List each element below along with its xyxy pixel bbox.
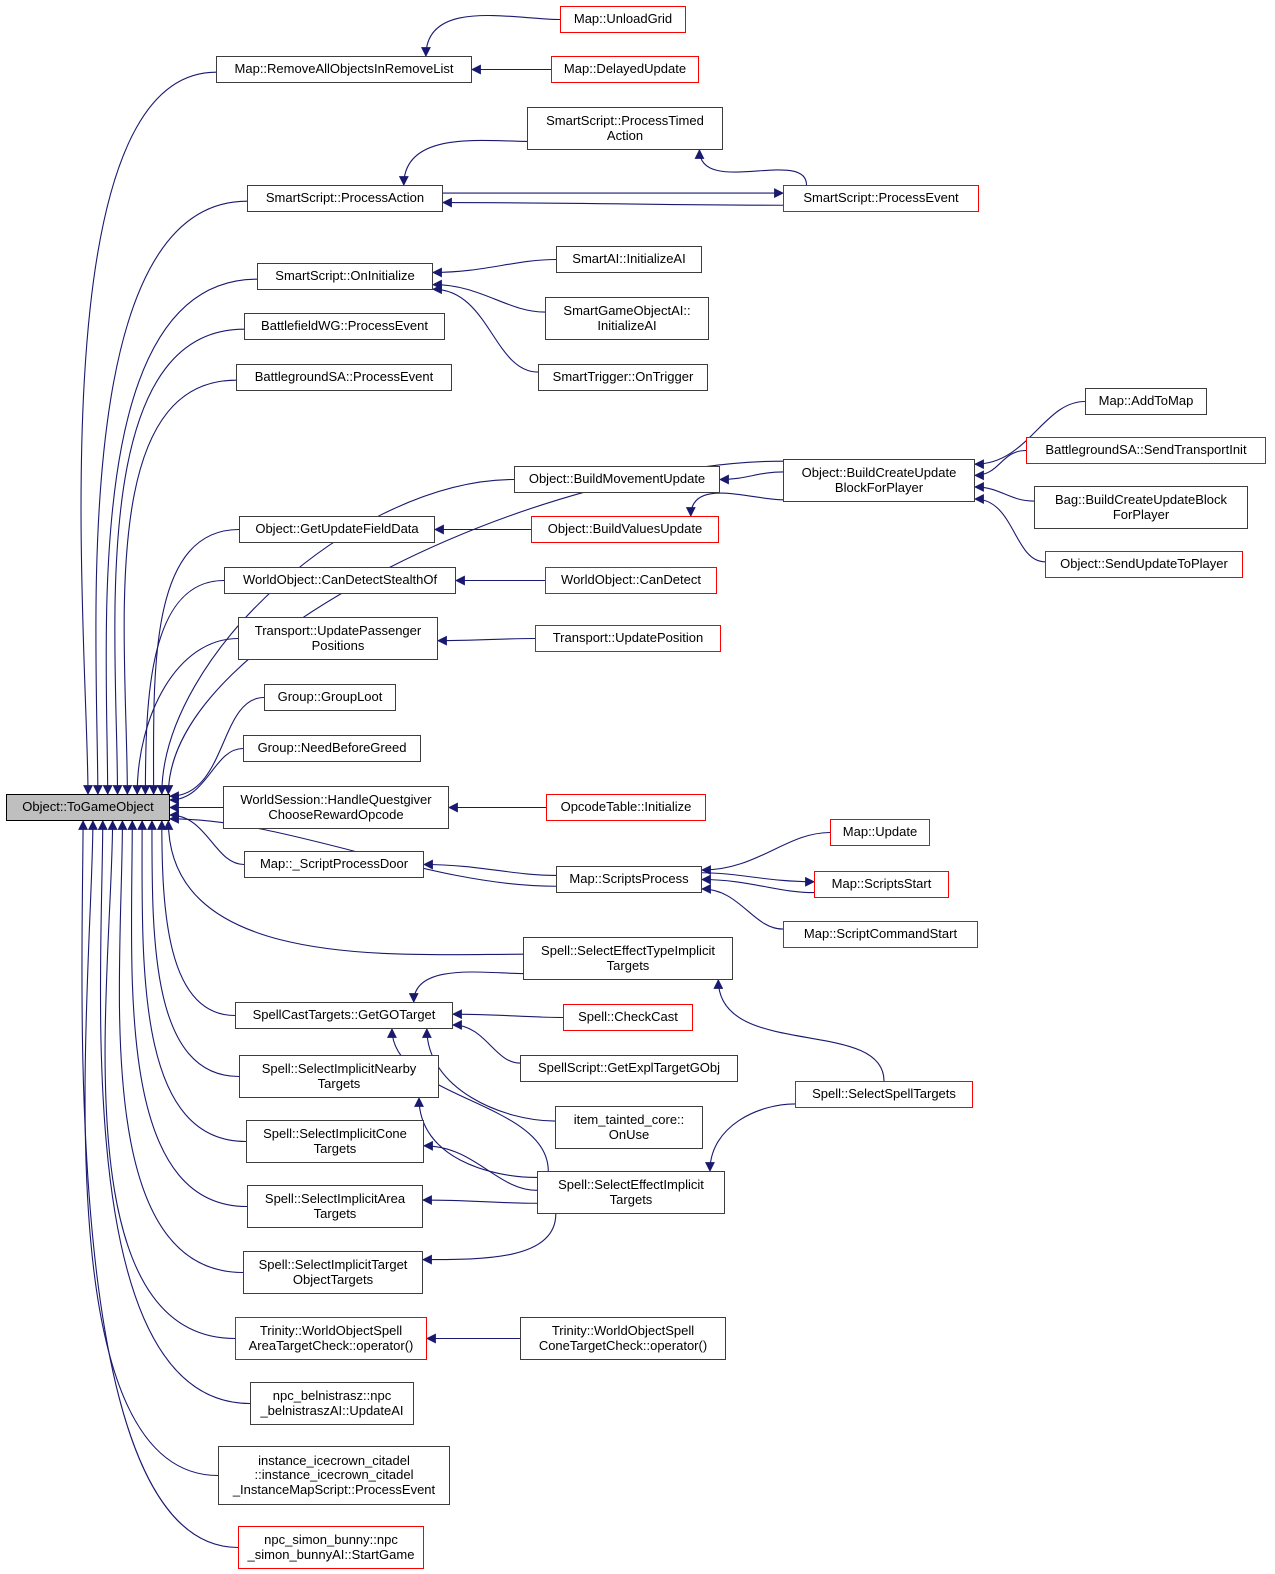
graph-node-belnistrasz[interactable] [250,1382,414,1425]
graph-node-needbeforegreed[interactable] [243,735,421,762]
graph-node-smartai[interactable] [556,246,702,273]
graph-node-candetectstealth[interactable] [224,567,456,594]
edge-battlefieldwg-root [115,329,244,794]
graph-node-opcodetable[interactable] [546,794,706,821]
graph-node-buildcreateupdate[interactable] [783,459,975,502]
edge-transportupp-root [137,639,238,795]
graph-node-transportupp[interactable] [238,617,438,660]
graph-node-processtimed[interactable] [527,107,723,150]
edge-smartgo-oninitialize [433,285,545,312]
graph-node-unloadgrid[interactable] [560,6,686,33]
node-label: InitializeAI [597,317,657,333]
edge-seleffimplicit-selimparea [423,1200,537,1203]
edge-battlegroundsa-root [124,380,236,794]
node-label: OnUse [608,1126,650,1142]
node-label: Spell::SelectImplicitCone [263,1125,407,1141]
node-label: SmartScript::OnInitialize [275,268,415,284]
node-label: Trinity::WorldObjectSpell [551,1322,695,1338]
edge-selimpnearby-root [152,821,239,1077]
edge-scriptsprocess-scriptprocessdoor [424,865,556,876]
graph-node-seltypeimplicit[interactable] [523,937,733,980]
node-label: instance_icecrown_citadel [258,1452,410,1468]
graph-node-getexpltarget[interactable] [520,1055,738,1082]
node-label: Object::BuildMovementUpdate [528,471,706,487]
graph-node-getgotarget[interactable] [235,1002,453,1029]
node-label: Map::RemoveAllObjectsInRemoveList [234,61,454,77]
edge-bagbcu-buildcreateupdate [975,487,1034,501]
edge-getexpltarget-getgotarget [453,1025,520,1063]
edge-processtimed-processaction [404,140,527,185]
node-label: Map::UnloadGrid [573,11,673,27]
graph-node-buildvalues[interactable] [531,516,719,543]
node-label: Targets [313,1140,357,1156]
edge-scriptcommand-scriptsprocess [702,889,783,929]
edge-transportup-transportupp [438,639,535,641]
node-label: Object::BuildCreateUpdate [801,464,957,480]
node-label: Targets [313,1205,357,1221]
graph-node-seleffimplicit[interactable] [537,1171,725,1214]
graph-node-sendtransportinit[interactable] [1026,437,1266,464]
edge-buildcreateupdate-buildvalues [691,493,783,516]
node-label: Spell::SelectEffectTypeImplicit [541,942,715,958]
node-label: Targets [609,1191,653,1207]
graph-node-processaction[interactable] [247,185,443,212]
node-label: SmartGameObjectAI:: [563,302,691,318]
node-label: Action [606,127,644,143]
node-label: Spell::CheckCast [578,1009,678,1025]
graph-node-root [6,794,170,821]
graph-node-transportup[interactable] [535,625,721,652]
edge-checkcast-getgotarget [453,1014,563,1017]
edge-mapupdate-scriptsprocess [702,833,830,871]
node-label: SpellCastTargets::GetGOTarget [252,1007,436,1023]
graph-node-smarttrigger[interactable] [538,364,708,391]
node-label: Positions [311,637,365,653]
graph-node-getupdatefield[interactable] [239,516,435,543]
graph-node-selectspelltargets[interactable] [795,1081,973,1108]
edge-processaction-root [96,201,247,794]
edge-seleffimplicit-selimptargetobj [423,1214,556,1260]
node-label: WorldObject::CanDetectStealthOf [242,572,438,588]
graph-node-mapupdate[interactable] [830,819,930,846]
node-label: Transport::UpdatePosition [552,630,704,646]
graph-node-scriptcommand[interactable] [783,921,978,948]
node-label: SmartTrigger::OnTrigger [552,369,694,385]
graph-node-scriptsstart[interactable] [814,871,949,898]
graph-node-addtomap[interactable] [1085,388,1207,415]
node-label: Targets [606,957,650,973]
graph-node-selimpcone[interactable] [246,1120,424,1163]
edge-unloadgrid-removeall [426,15,560,56]
edge-sendtransportinit-buildcreateupdate [975,451,1026,476]
graph-node-areacheck[interactable] [235,1317,427,1360]
graph-node-buildmovement[interactable] [514,466,720,493]
graph-node-itemtainted[interactable] [555,1106,703,1149]
node-label: Trinity::WorldObjectSpell [259,1322,403,1338]
node-label: SmartAI::InitializeAI [572,251,686,267]
node-label: Map::DelayedUpdate [563,61,687,77]
edge-seltypeimplicit-root [168,821,523,955]
graph-node-oninitialize[interactable] [257,263,433,290]
node-label: Map::ScriptCommandStart [803,926,958,942]
node-label: OpcodeTable::Initialize [560,799,692,815]
node-label: SmartScript::ProcessAction [265,190,425,206]
node-label: Object::GetUpdateFieldData [255,521,419,537]
node-label: Map::_ScriptProcessDoor [259,856,409,872]
node-label: Spell::SelectImplicitArea [264,1190,406,1206]
edge-smarttrigger-oninitialize [433,289,538,372]
graph-node-removeall[interactable] [216,56,472,83]
edge-selectspelltargets-seleffimplicit [710,1104,795,1171]
node-label: ConeTargetCheck::operator() [538,1337,708,1353]
node-label: _simon_bunnyAI::StartGame [247,1546,415,1562]
graph-node-candetect[interactable] [545,567,717,594]
node-label: _belnistraszAI::UpdateAI [260,1402,404,1418]
graph-node-checkcast[interactable] [563,1004,693,1031]
node-label: BattlegroundSA::ProcessEvent [254,369,434,385]
graph-node-grouploot[interactable] [264,684,396,711]
graph-node-bagbcu[interactable] [1034,486,1248,529]
node-label: BattlegroundSA::SendTransportInit [1045,442,1247,458]
node-label: SmartScript::ProcessTimed [546,112,704,128]
graph-node-processevent[interactable] [783,185,979,212]
node-label: Map::AddToMap [1098,393,1194,409]
node-label: Group::GroupLoot [277,689,383,705]
edge-seleffimplicit-selimpnearby [419,1098,537,1177]
edge-oninitialize-root [106,279,257,794]
edge-processevent-processtimed [699,150,806,185]
node-label: Object::SendUpdateToPlayer [1060,556,1228,572]
graph-node-simonbunny[interactable] [238,1526,424,1569]
node-label: ForPlayer [1112,506,1170,522]
node-label: AreaTargetCheck::operator() [248,1337,414,1353]
graph-node-battlegroundsa[interactable] [236,364,452,391]
node-label: BattlefieldWG::ProcessEvent [261,318,428,334]
graph-node-selimptargetobj[interactable] [243,1251,423,1294]
node-label: Map::ScriptsStart [831,876,932,892]
node-label: Object::BuildValuesUpdate [547,521,703,537]
edge-candetectstealth-root [145,581,224,795]
node-label: npc_simon_bunny::npc [264,1531,398,1547]
node-label: Transport::UpdatePassenger [254,622,422,638]
node-label: item_tainted_core:: [573,1111,685,1127]
node-label: BlockForPlayer [834,479,924,495]
node-label: ChooseRewardOpcode [268,806,404,822]
node-label: Targets [317,1075,361,1091]
edge-selectspelltargets-seltypeimplicit [718,980,884,1081]
node-label: Object::ToGameObject [22,799,154,815]
graph-node-battlefieldwg[interactable] [244,313,445,340]
node-label: Bag::BuildCreateUpdateBlock [1055,491,1227,507]
edge-simonbunny-root [82,821,238,1548]
edge-seltypeimplicit-getgotarget [414,972,523,1002]
edge-selimptargetobj-root [119,821,243,1273]
node-label: Map::ScriptsProcess [569,871,689,887]
node-label: ObjectTargets [292,1271,374,1287]
edge-belnistrasz-root [100,821,250,1404]
node-label: SmartScript::ProcessEvent [803,190,959,206]
graph-node-smartgo[interactable] [545,297,709,340]
graph-node-icecrown[interactable] [218,1446,450,1505]
node-label: _InstanceMapScript::ProcessEvent [232,1481,436,1497]
graph-node-conecheck[interactable] [520,1317,726,1360]
node-label: ::instance_icecrown_citadel [254,1467,414,1483]
node-label: Spell::SelectImplicitTarget [258,1256,408,1272]
graph-node-scriptsprocess[interactable] [556,866,702,893]
node-label: WorldObject::CanDetect [561,572,701,588]
node-label: WorldSession::HandleQuestgiver [240,791,432,807]
edge-processevent-processaction [443,203,783,206]
edge-smartai-oninitialize [433,260,556,273]
graph-node-handlequestgiver[interactable] [223,786,449,829]
edge-removeall-root [81,72,216,794]
node-label: SpellScript::GetExplTargetGObj [537,1060,721,1076]
graph-node-selimparea[interactable] [247,1185,423,1228]
graph-node-sendupdate[interactable] [1045,551,1243,578]
node-label: Group::NeedBeforeGreed [257,740,407,756]
edge-selimpcone-root [142,821,246,1142]
node-label: Spell::SelectImplicitNearby [261,1060,417,1076]
graph-node-delayedupdate[interactable] [551,56,699,83]
graph-node-selimpnearby[interactable] [239,1055,439,1098]
edge-getgotarget-root [162,821,235,1016]
graph-node-scriptprocessdoor[interactable] [244,851,424,878]
node-label: Map::Update [842,824,918,840]
edge-icecrown-root [85,821,218,1476]
node-label: Spell::SelectSpellTargets [812,1086,956,1102]
edge-buildcreateupdate-buildmovement [720,472,783,480]
node-label: npc_belnistrasz::npc [272,1387,392,1403]
node-label: Spell::SelectEffectImplicit [558,1176,704,1192]
